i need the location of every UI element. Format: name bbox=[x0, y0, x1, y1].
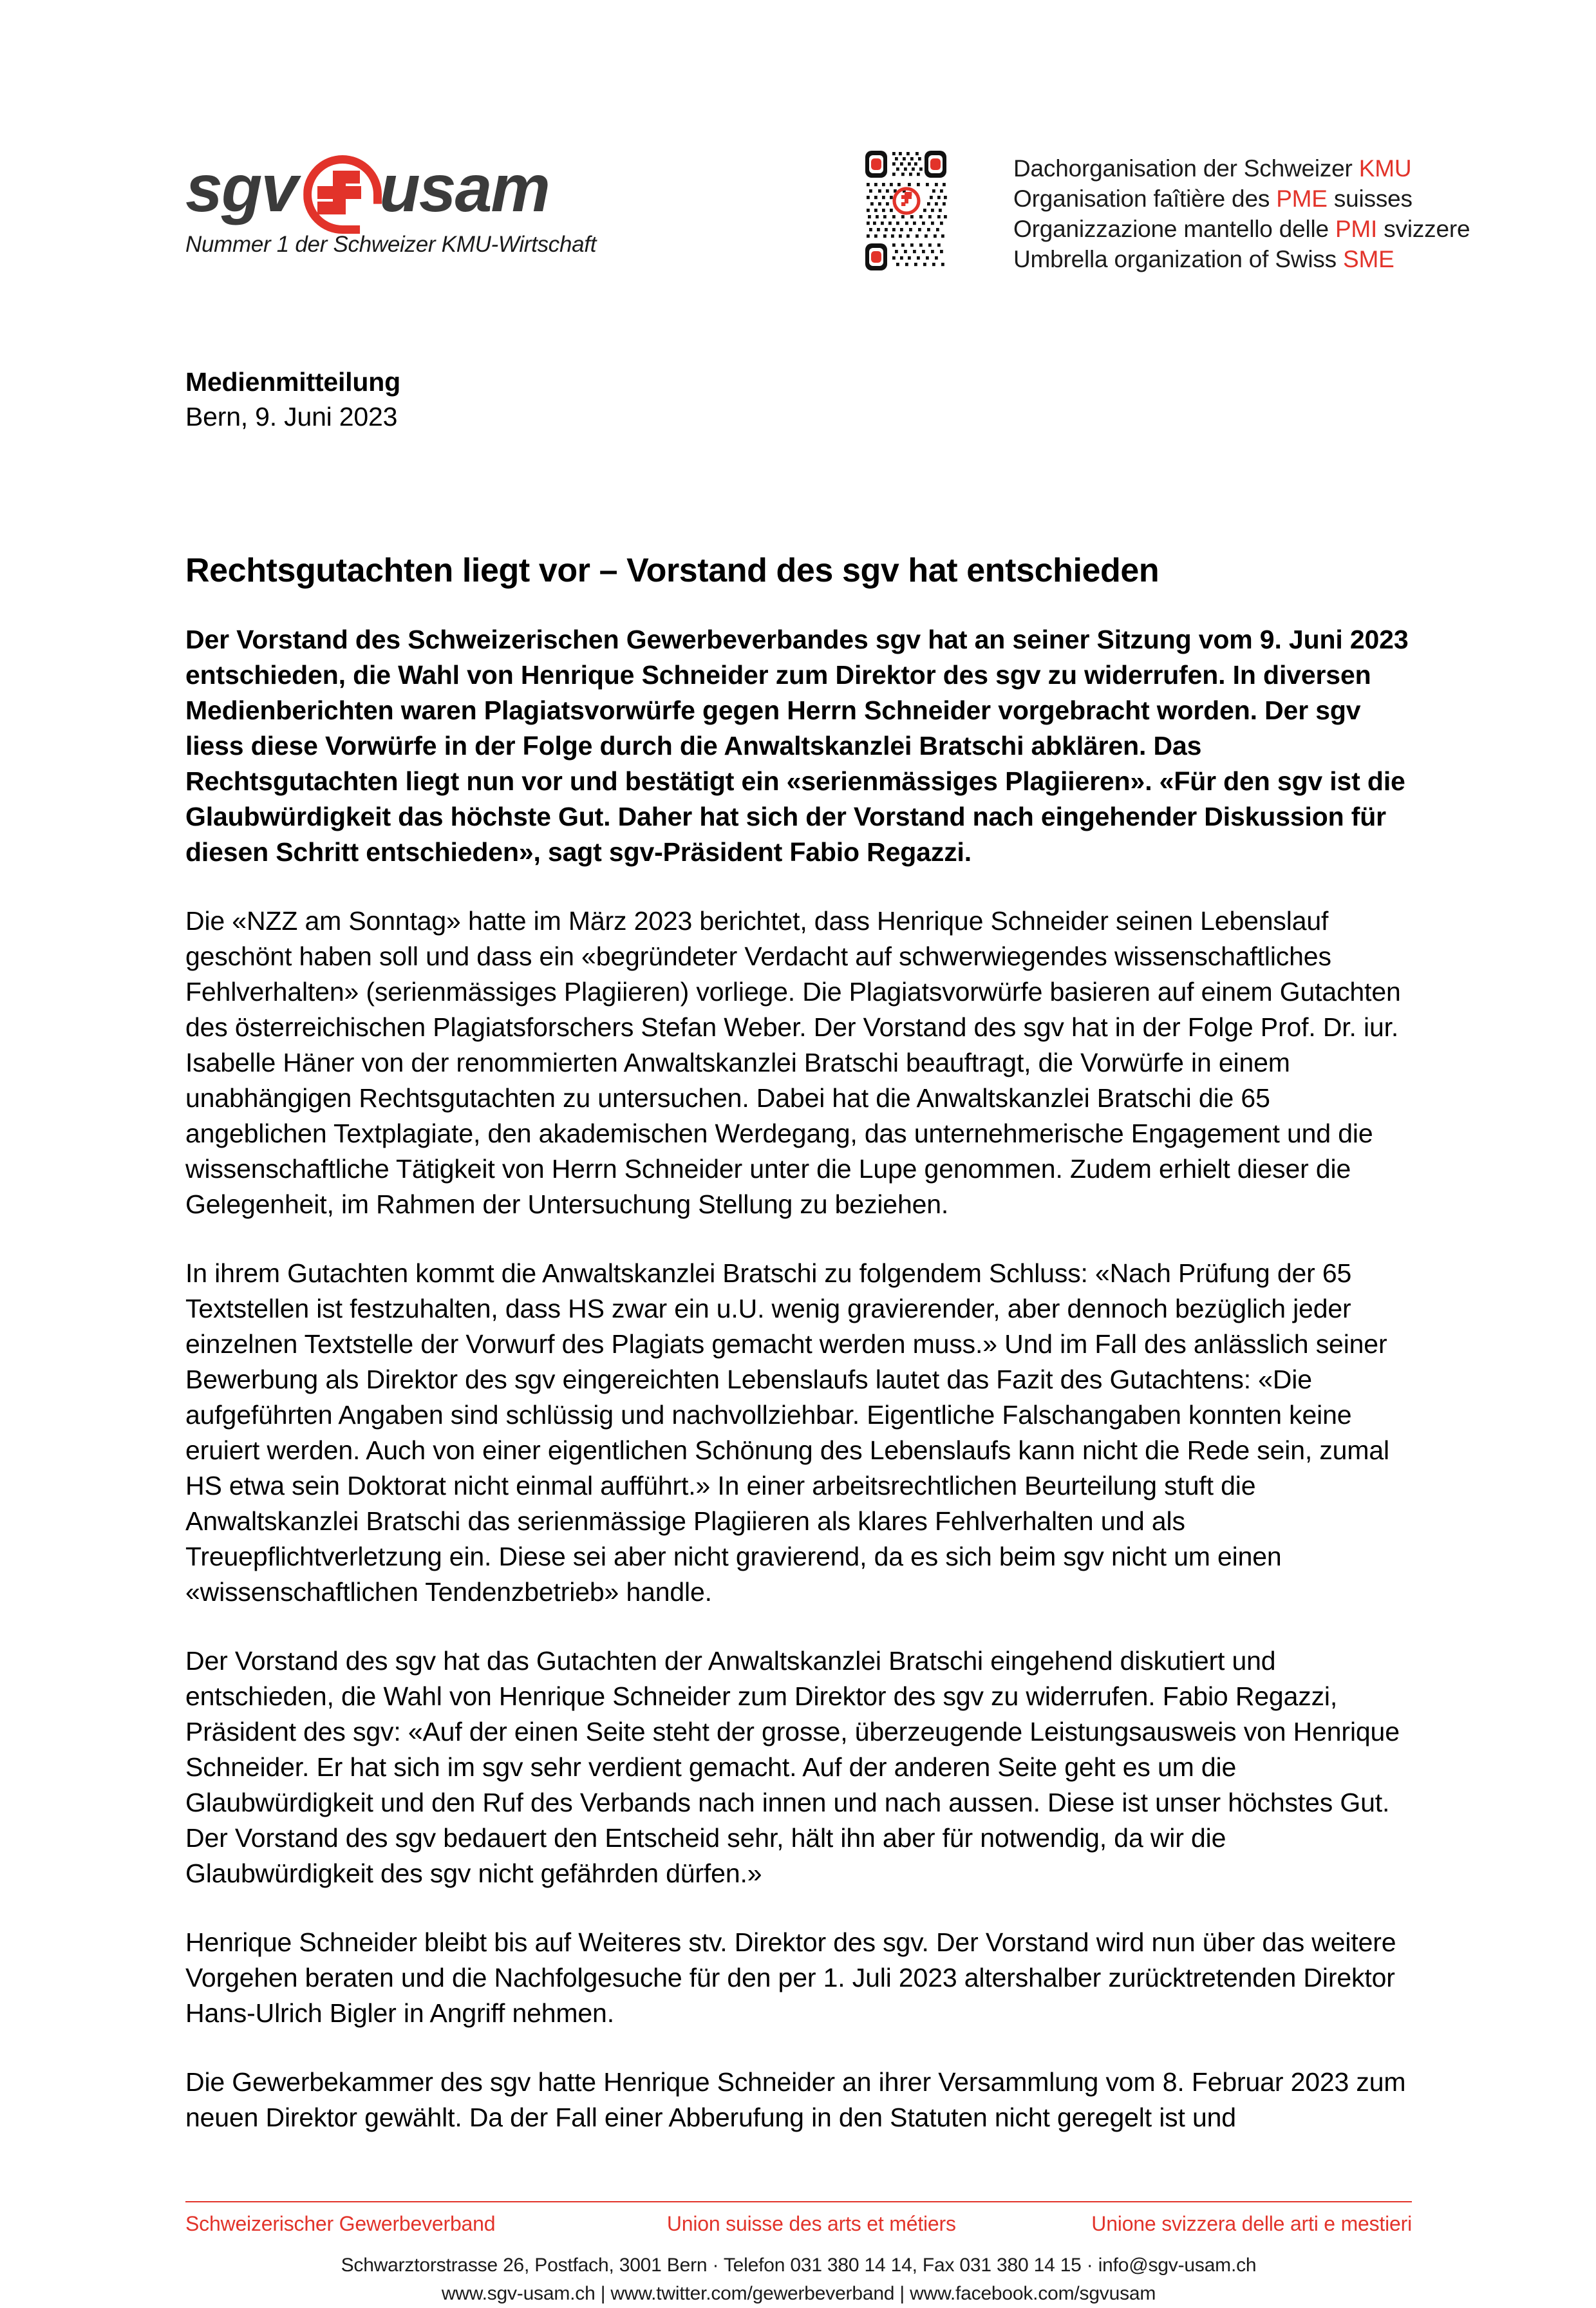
org-line-de bbox=[1013, 153, 1470, 184]
footer-contact-block bbox=[185, 2251, 1412, 2308]
body-paragraph-3: Der Vorstand des sgv hat das Gutachten der Anwaltskanzlei Bratschi eingehend diskutiert und entschieden, die Wahl von Henrique Schneider zum Direktor des sgv zu widerrufen. Fabio Regazzi, Präsident des sgv: «Auf der einen Seite steht der grosse, überzeugende Leistungsausweis von Henrique Schneider. Er hat sich im sgv sehr verdient gemacht. Auf der anderen Seite geht es um die Glaubwürdigkeit und den Ruf des Verbands nach innen und nach aussen. Diese ist unser höchstes Gut. Der Vorstand des sgv bedauert den Entscheid sehr, hält ihn aber für notwendig, da wir die Glaubwürdigkeit des sgv nicht gefährden dürfen.» bbox=[185, 1646, 1400, 1888]
logo-tagline: Nummer 1 der Schweizer KMU-Wirtschaft bbox=[185, 232, 597, 257]
lead-paragraph: Der Vorstand des Schweizerischen Gewerbeverbandes sgv hat an seiner Sitzung vom 9. Juni 2023 entschieden, die Wahl von Henrique Schneider zum Direktor des sgv zu widerrufen. In diversen Medienberichten waren Plagiatsvorwürfe gegen Herrn Schneider vorgebracht worden. Der sgv liess diese Vorwürfe in der Folge durch die Anwaltskanzlei Bratschi abklären. Das Rechtsgutachten liegt nun vor und bestätigt ein «serienmässiges Plagiieren». «Für den sgv ist die Glaubwürdigkeit das höchste Gut. Daher hat sich der Vorstand nach eingehender Diskussion für diesen Schritt entschieden», sagt sgv-Präsident Fabio Regazzi. bbox=[185, 625, 1409, 867]
org-line-fr-post: suisses bbox=[1327, 185, 1413, 212]
sgv-usam-logo bbox=[185, 151, 597, 258]
org-line-it-post: svizzere bbox=[1377, 216, 1470, 242]
footer-lang-it: Unione svizzera delle arti e mestieri bbox=[1091, 2212, 1412, 2235]
org-line-fr bbox=[1013, 184, 1470, 214]
body-paragraph-5: Die Gewerbekammer des sgv hatte Henrique Schneider an ihrer Versammlung vom 8. Februar 2023 zum neuen Direktor gewählt. Da der Fall einer Abberufung in den Statuten nicht geregelt ist und bbox=[185, 2067, 1406, 2132]
organisation-descriptions bbox=[1013, 149, 1470, 274]
footer-language-names bbox=[185, 2210, 1412, 2237]
letterhead bbox=[0, 0, 1596, 303]
footer-address-line: Schwarztorstrasse 26, Postfach, 3001 Bern · Telefon 031 380 14 14, Fax 031 380 14 15 · info@sgv-usam.ch bbox=[341, 2255, 1257, 2276]
org-line-it-pre: Organizzazione mantello delle bbox=[1013, 216, 1335, 242]
document-type-label: Medienmitteilung bbox=[185, 367, 400, 397]
footer-links-line[interactable]: www.sgv-usam.ch | www.twitter.com/gewerbeverband | www.facebook.com/sgvusam bbox=[441, 2283, 1156, 2304]
logo-text-sgv: sgv bbox=[185, 151, 297, 226]
org-line-en bbox=[1013, 244, 1470, 274]
org-line-fr-highlight: PME bbox=[1276, 185, 1328, 212]
page-title: Rechtsgutachten liegt vor – Vorstand des sgv hat entschieden bbox=[185, 552, 1159, 589]
org-line-fr-pre: Organisation faîtière des bbox=[1013, 185, 1277, 212]
org-line-it-highlight: PMI bbox=[1335, 216, 1378, 242]
org-line-de-highlight: KMU bbox=[1358, 155, 1412, 182]
footer-divider bbox=[185, 2201, 1412, 2202]
org-line-de-pre: Dachorganisation der Schweizer bbox=[1013, 155, 1359, 182]
logo-text-usam: usam bbox=[379, 151, 549, 226]
org-line-en-highlight: SME bbox=[1343, 246, 1394, 272]
logo-wordmark bbox=[185, 151, 585, 226]
body-paragraph-4: Henrique Schneider bleibt bis auf Weiteres stv. Direktor des sgv. Der Vorstand wird nun über das weitere Vorgehen beraten und die Nachfolgesuche für den per 1. Juli 2023 altershalber zurücktretenden Direktor Hans-Ulrich Bigler in Angriff nehmen. bbox=[185, 1927, 1396, 2028]
org-line-it bbox=[1013, 214, 1470, 244]
qr-code-icon bbox=[864, 149, 993, 278]
org-line-en-pre: Umbrella organization of Swiss bbox=[1013, 246, 1344, 272]
footer-lang-fr: Union suisse des arts et métiers bbox=[666, 2212, 956, 2235]
body-paragraph-1: Die «NZZ am Sonntag» hatte im März 2023 berichtet, dass Henrique Schneider seinen Lebenslauf geschönt haben soll und dass ein «begründeter Verdacht auf schwerwiegendes wissenschaftliches Fehlverhalten» (serienmässiges Plagiieren) vorliege. Die Plagiatsvorwürfe basieren auf einem Gutachten des österreichischen Plagiatsforschers Stefan Weber. Der Vorstand des sgv hat in der Folge Prof. Dr. iur. Isabelle Häner von der renommierten Anwaltskanzlei Bratschi beauftragt, die Vorwürfe in einem unabhängigen Rechtsgutachten zu untersuchen. Dabei hat die Anwaltskanzlei Bratschi die 65 angeblichen Textplagiate, den akademischen Werdegang, das unternehmerische Engagement und die wissenschaftliche Tätigkeit von Herrn Schneider unter die Lupe genommen. Zudem erhielt dieser die Gelegenheit, im Rahmen der Untersuchung Stellung zu beziehen. bbox=[185, 906, 1401, 1219]
footer-lang-de: Schweizerischer Gewerbeverband bbox=[185, 2212, 496, 2235]
header-right-block bbox=[864, 149, 1470, 278]
dateline: Bern, 9. Juni 2023 bbox=[185, 402, 398, 431]
swiss-cross-emblem-icon bbox=[303, 155, 375, 227]
body-paragraph-2: In ihrem Gutachten kommt die Anwaltskanzlei Bratschi zu folgendem Schluss: «Nach Prüfung der 65 Textstellen ist festzuhalten, dass HS zwar ein u.U. wenig gravierender, aber dennoch bezüglich jeder einzelnen Textstelle der Vorwurf des Plagiats gemacht werden muss.» Und im Fall des anlässlich seiner Bewerbung als Direktor des sgv eingereichten Lebenslaufs lautet das Fazit des Gutachtens: «Die aufgeführten Angaben sind schlüssig und nachvollziehbar. Eigentliche Falschangaben konnten keine eruiert werden. Auch von einer eigentlichen Schönung des Lebenslaufs kann nicht die Rede sein, zumal HS etwa sein Doktorat nicht einmal aufführt.» In einer arbeitsrechtlichen Beurteilung stuft die Anwaltskanzlei Bratschi das serienmässige Plagiieren als klares Fehlverhalten und als Treuepflichtverletzung ein. Diese sei aber nicht gravierend, da es sich beim sgv nicht um einen «wissenschaftlichen Tendenzbetrieb» handle. bbox=[185, 1258, 1389, 1607]
document-body bbox=[185, 364, 1412, 2162]
